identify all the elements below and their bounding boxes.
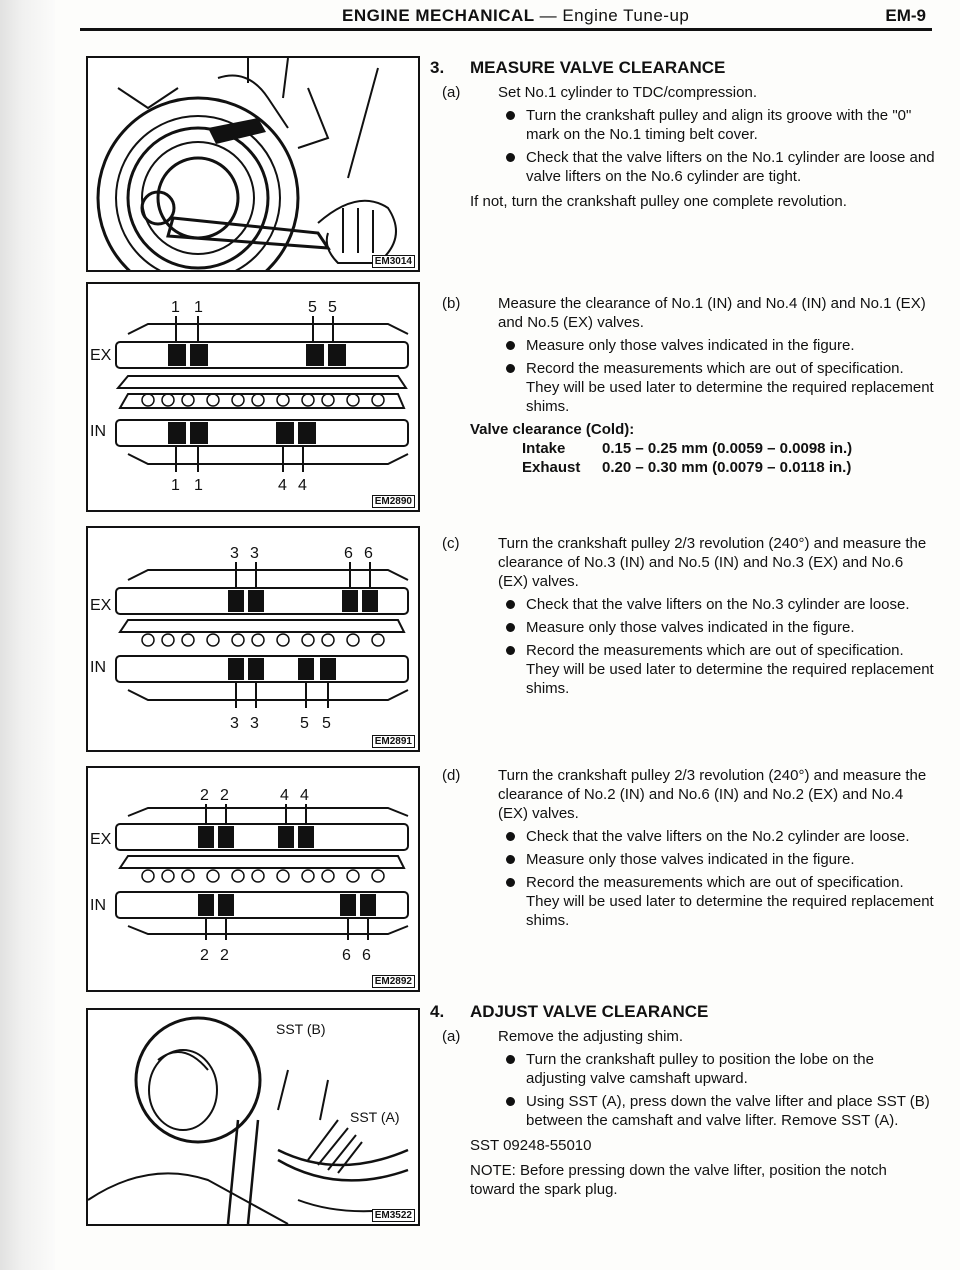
bullet-dot (506, 1097, 515, 1106)
step-label: (d) (442, 767, 461, 784)
bullet-item (430, 595, 935, 614)
bullet-dot (506, 878, 515, 887)
bullet-item (430, 148, 935, 186)
step-text: Remove the adjusting shim. (498, 1028, 684, 1045)
valve-label: 4 (280, 787, 289, 804)
bullet-item (430, 873, 935, 930)
figure-code: EM3522 (372, 1209, 415, 1222)
step-3b-block (430, 294, 935, 477)
bullet-item (430, 106, 935, 144)
spec-intake-value: 0.15 – 0.25 mm (0.0059 – 0.0098 in.) (602, 440, 853, 457)
row-label-ex: EX (90, 831, 112, 848)
section-adjust-valve-clearance (430, 1002, 935, 1199)
step-label: (c) (442, 535, 460, 552)
bullet-item (430, 641, 935, 698)
camshaft-diagram-2 (88, 528, 418, 750)
bullet-text: Using SST (A), press down the valve lifter and place SST (B) between the camshaft and valve lifter. Remove SST (A). (526, 1093, 930, 1129)
section-3-heading (430, 58, 935, 77)
section-4-heading (430, 1002, 935, 1021)
bullet-dot (506, 623, 515, 632)
bullet-item (430, 359, 935, 416)
step-4a (430, 1027, 935, 1046)
spec-title: Valve clearance (Cold): (470, 421, 635, 438)
row-label-ex: EX (90, 347, 112, 364)
bullet-text: Check that the valve lifters on the No.1 cylinder are loose and valve lifters on the No.6 cylinder are tight. (526, 149, 935, 185)
header-title-main: ENGINE MECHANICAL (342, 6, 535, 25)
valve-label: 3 (250, 715, 259, 732)
valve-label: 1 (194, 477, 203, 494)
valve-label: 4 (300, 787, 309, 804)
header-subtitle: — Engine Tune-up (539, 6, 690, 25)
step-3b (430, 294, 935, 332)
bullet-text: Check that the valve lifters on the No.2 cylinder are loose. (526, 828, 910, 845)
valve-label: 1 (194, 299, 203, 316)
figure-code: EM3014 (372, 255, 415, 268)
bullet-text: Record the measurements which are out of specification. They will be used later to determine the required replacement shims. (526, 642, 934, 697)
valve-label: 1 (171, 299, 180, 316)
camshaft-diagram-3 (88, 768, 418, 990)
figure-valve-no3 (86, 526, 420, 752)
step-3c-block (430, 534, 935, 698)
bullet-dot (506, 832, 515, 841)
step-3a-note: If not, turn the crankshaft pulley one complete revolution. (470, 193, 847, 210)
bullet-text: Check that the valve lifters on the No.3 cylinder are loose. (526, 596, 910, 613)
bullet-text: Measure only those valves indicated in the figure. (526, 851, 855, 868)
spec-exhaust-label: Exhaust (522, 459, 581, 476)
step-text: Turn the crankshaft pulley 2/3 revolution (240°) and measure the clearance of No.2 (IN) and No.6 (IN) and No.2 (EX) and No.4 (EX) valves. (498, 767, 927, 822)
step-text: Measure the clearance of No.1 (IN) and No.4 (IN) and No.1 (EX) and No.5 (EX) valves. (498, 295, 926, 331)
bullet-dot (506, 855, 515, 864)
step-3a (430, 83, 935, 102)
pulley-illustration (88, 58, 418, 270)
section-3-title: MEASURE VALVE CLEARANCE (470, 58, 726, 77)
figure-valve-no2 (86, 766, 420, 992)
spec-intake-label: Intake (522, 440, 566, 457)
label-sst-b: SST (B) (276, 1021, 326, 1037)
row-label-in: IN (90, 423, 106, 440)
bullet-dot (506, 1055, 515, 1064)
valve-label: 4 (298, 477, 307, 494)
row-label-in: IN (90, 659, 106, 676)
page-number: EM-9 (885, 6, 926, 25)
header-rule (80, 28, 932, 31)
valve-label: 3 (230, 715, 239, 732)
page-header (80, 2, 932, 32)
step-label: (a) (442, 1028, 461, 1045)
valve-label: 4 (278, 477, 287, 494)
step-label: (a) (442, 84, 461, 101)
bullet-item (430, 850, 935, 869)
valve-label: 2 (220, 947, 229, 964)
bullet-dot (506, 341, 515, 350)
page-binding-shadow (0, 0, 55, 1270)
row-label-ex: EX (90, 597, 112, 614)
figure-valve-no1 (86, 282, 420, 512)
spec-intake (430, 439, 935, 458)
section-4-number: 4. (430, 1002, 445, 1021)
step-label: (b) (442, 295, 461, 312)
spec-exhaust-value: 0.20 – 0.30 mm (0.0079 – 0.0118 in.) (602, 459, 852, 476)
sst-part-number: SST 09248-55010 (470, 1137, 592, 1154)
valve-label: 3 (230, 545, 239, 562)
spec-exhaust (430, 458, 935, 477)
valve-label: 2 (220, 787, 229, 804)
section-3-number: 3. (430, 58, 445, 77)
step-3d (430, 766, 935, 823)
valve-label: 6 (342, 947, 351, 964)
section-measure-valve-clearance (430, 58, 935, 211)
bullet-dot (506, 364, 515, 373)
figure-crankshaft-pulley (86, 56, 420, 272)
bullet-text: Turn the crankshaft pulley to position the lobe on the adjusting valve camshaft upward. (526, 1051, 874, 1087)
step-text: Set No.1 cylinder to TDC/compression. (498, 84, 757, 101)
bullet-text: Turn the crankshaft pulley and align its groove with the "0" mark on the No.1 timing belt cover. (526, 107, 912, 143)
bullet-item (430, 336, 935, 355)
valve-label: 5 (308, 299, 317, 316)
label-sst-a: SST (A) (350, 1109, 400, 1125)
bullet-text: Record the measurements which are out of specification. They will be used later to determine the required replacement shims. (526, 360, 934, 415)
valve-label: 6 (362, 947, 371, 964)
bullet-item (430, 827, 935, 846)
bullet-item (430, 1092, 935, 1130)
bullet-dot (506, 111, 515, 120)
figure-code: EM2890 (372, 495, 415, 508)
sst-illustration (88, 1010, 418, 1224)
figure-code: EM2892 (372, 975, 415, 988)
bullet-dot (506, 646, 515, 655)
bullet-text: Measure only those valves indicated in the figure. (526, 337, 855, 354)
figure-code: EM2891 (372, 735, 415, 748)
step-3d-block (430, 766, 935, 930)
valve-label: 3 (250, 545, 259, 562)
bullet-dot (506, 153, 515, 162)
bullet-dot (506, 600, 515, 609)
note-text: NOTE: Before pressing down the valve lifter, position the notch toward the spark plug. (470, 1162, 887, 1198)
valve-label: 5 (328, 299, 337, 316)
row-label-in: IN (90, 897, 106, 914)
valve-label: 2 (200, 787, 209, 804)
bullet-text: Record the measurements which are out of specification. They will be used later to determine the required replacement shims. (526, 874, 934, 929)
valve-label: 1 (171, 477, 180, 494)
bullet-text: Measure only those valves indicated in the figure. (526, 619, 855, 636)
valve-label: 5 (300, 715, 309, 732)
valve-label: 6 (364, 545, 373, 562)
step-text: Turn the crankshaft pulley 2/3 revolution (240°) and measure the clearance of No.3 (IN) and No.5 (IN) and No.3 (EX) and No.6 (EX) valves. (498, 535, 927, 590)
bullet-item (430, 1050, 935, 1088)
step-3c (430, 534, 935, 591)
valve-label: 2 (200, 947, 209, 964)
section-4-title: ADJUST VALVE CLEARANCE (470, 1002, 709, 1021)
bullet-item (430, 618, 935, 637)
header-title (342, 6, 689, 26)
figure-sst-tools (86, 1008, 420, 1226)
camshaft-diagram-1 (88, 284, 418, 510)
valve-label: 6 (344, 545, 353, 562)
valve-label: 5 (322, 715, 331, 732)
